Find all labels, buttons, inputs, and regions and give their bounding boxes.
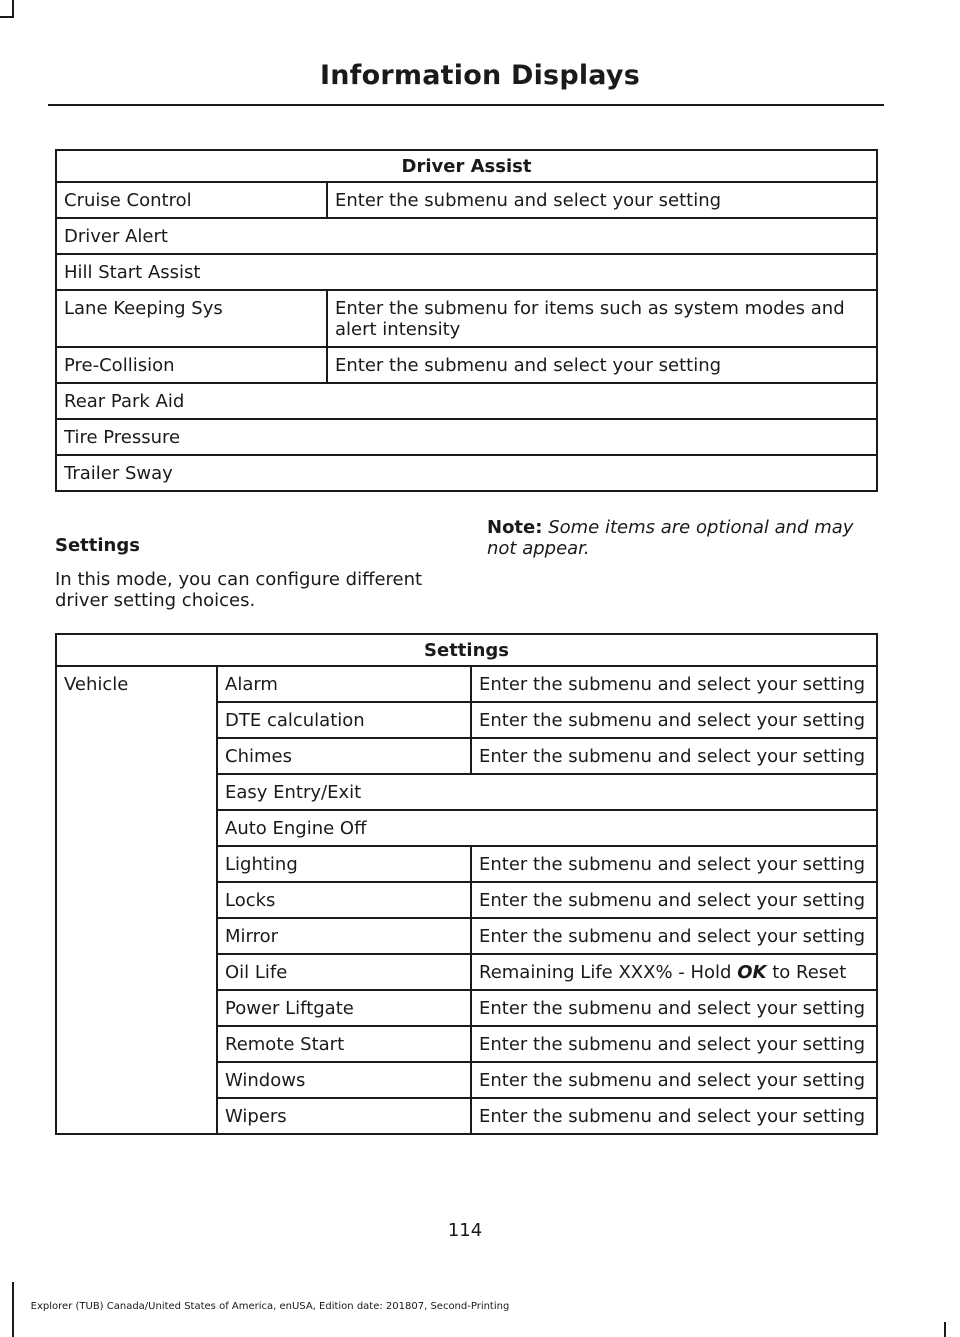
desc-text: Remaining Life XXX% - Hold xyxy=(479,962,732,983)
settings-intro-text: In this mode, you can configure different driver setting choices. xyxy=(55,569,423,611)
item-label: Remote Start xyxy=(217,1026,471,1062)
item-label: Rear Park Aid xyxy=(56,383,877,419)
settings-heading: Settings xyxy=(55,535,140,556)
note-text: Some items are optional and may not appear. xyxy=(487,517,854,559)
table-row xyxy=(56,254,877,290)
item-label: Alarm xyxy=(217,666,471,702)
item-label: Wipers xyxy=(217,1098,471,1134)
item-description: Enter the submenu and select your setting xyxy=(471,1062,877,1098)
table-row xyxy=(56,347,877,383)
item-description: Enter the submenu and select your setting xyxy=(471,846,877,882)
page-title: Information Displays xyxy=(320,60,640,91)
item-description: Enter the submenu and select your setting xyxy=(471,666,877,702)
page-number: 114 xyxy=(447,1220,483,1241)
table-caption: Settings xyxy=(56,634,877,666)
table-row xyxy=(56,455,877,491)
table-row xyxy=(56,182,877,218)
table-row xyxy=(56,290,877,347)
item-description: Enter the submenu and select your setting xyxy=(471,738,877,774)
crop-mark-bottom-right xyxy=(944,1322,946,1337)
driver-assist-table xyxy=(55,149,878,492)
table-row xyxy=(56,218,877,254)
item-label: Cruise Control xyxy=(56,182,327,218)
item-description xyxy=(471,954,877,990)
note-label: Note: xyxy=(487,517,543,538)
table-row xyxy=(56,383,877,419)
item-label: Chimes xyxy=(217,738,471,774)
group-label: Vehicle xyxy=(56,666,217,1134)
item-description: Enter the submenu and select your setting xyxy=(471,918,877,954)
item-label: Tire Pressure xyxy=(56,419,877,455)
item-label: Trailer Sway xyxy=(56,455,877,491)
item-description: Enter the submenu and select your setting xyxy=(327,347,877,383)
item-label: Hill Start Assist xyxy=(56,254,877,290)
item-label: Windows xyxy=(217,1062,471,1098)
item-description: Enter the submenu and select your setting xyxy=(471,1026,877,1062)
ok-key-label: OK xyxy=(737,962,767,983)
table-caption: Driver Assist xyxy=(56,150,877,182)
header-rule xyxy=(48,104,884,106)
crop-mark-top-left xyxy=(0,16,14,18)
table-row xyxy=(56,419,877,455)
item-label: Lighting xyxy=(217,846,471,882)
item-label: DTE calculation xyxy=(217,702,471,738)
desc-text: to Reset xyxy=(772,962,847,983)
item-description: Enter the submenu for items such as system modes and alert intensity xyxy=(327,290,877,347)
note xyxy=(487,517,887,559)
item-description: Enter the submenu and select your setting xyxy=(327,182,877,218)
item-description: Enter the submenu and select your setting xyxy=(471,990,877,1026)
item-label: Pre-Collision xyxy=(56,347,327,383)
item-label: Lane Keeping Sys xyxy=(56,290,327,347)
item-label: Driver Alert xyxy=(56,218,877,254)
item-description: Enter the submenu and select your setting xyxy=(471,702,877,738)
item-label: Easy Entry/Exit xyxy=(217,774,877,810)
item-description: Enter the submenu and select your setting xyxy=(471,1098,877,1134)
table-row xyxy=(56,666,877,702)
settings-table xyxy=(55,633,878,1135)
item-label: Mirror xyxy=(217,918,471,954)
item-label: Auto Engine Off xyxy=(217,810,877,846)
item-description: Enter the submenu and select your setting xyxy=(471,882,877,918)
footer-edition-info: Explorer (TUB) Canada/United States of America, enUSA, Edition date: 201807, Second-Printing xyxy=(30,1301,510,1312)
item-label: Oil Life xyxy=(217,954,471,990)
item-label: Locks xyxy=(217,882,471,918)
item-label: Power Liftgate xyxy=(217,990,471,1026)
